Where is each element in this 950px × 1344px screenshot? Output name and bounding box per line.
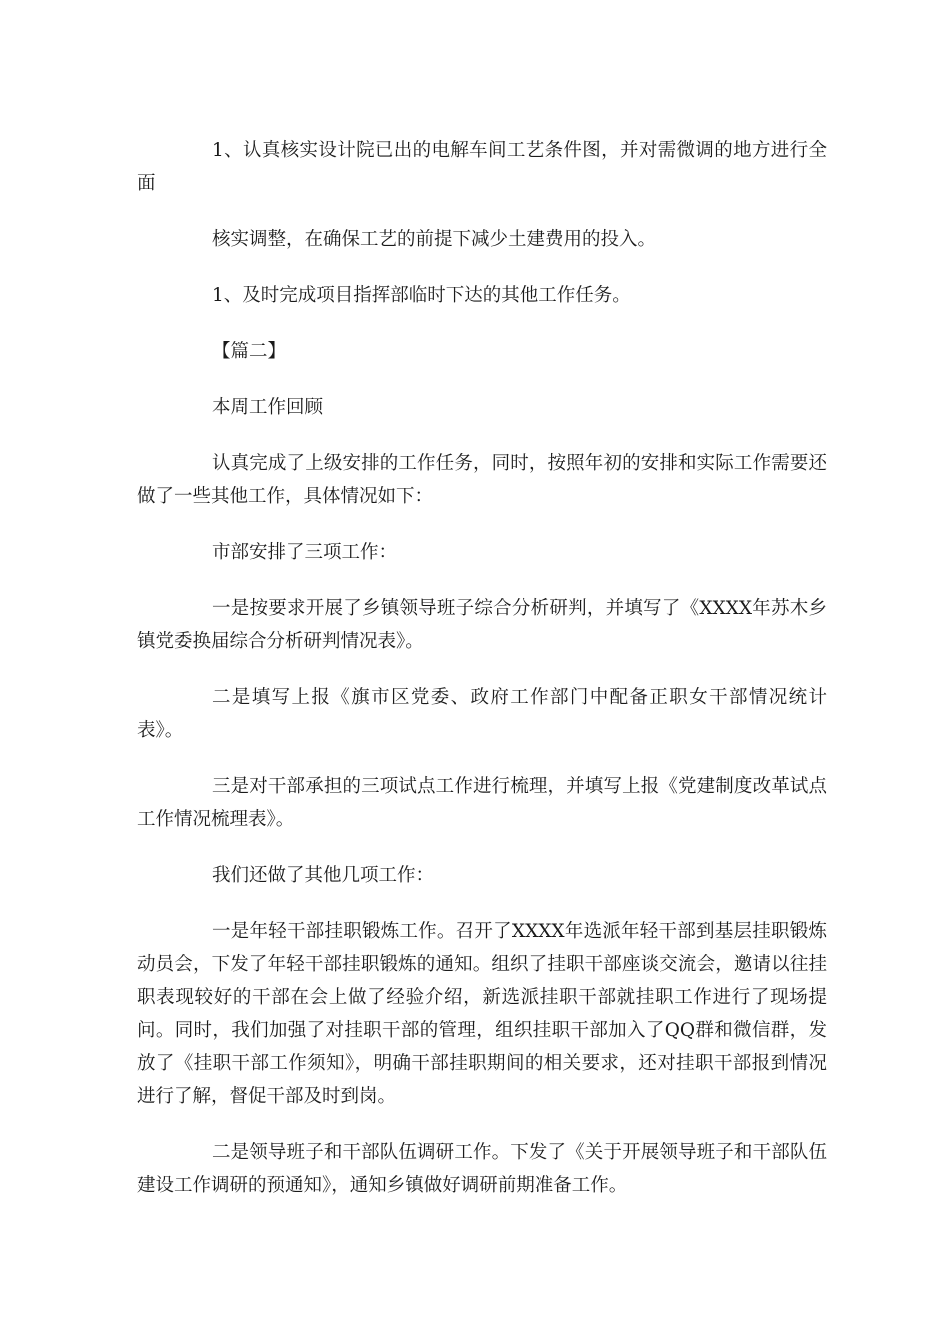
paragraph-3: 1、及时完成项目指挥部临时下达的其他工作任务。 [212,285,631,306]
paragraph-7: 市部安排了三项工作： [212,542,398,563]
paragraph-12: 一是年轻干部挂职锻炼工作。召开了XXXX年选派年轻干部到基层挂职锻炼动员会，下发了年轻干部挂职锻炼的通知。组织了挂职干部座谈交流会，邀请以往挂职表现较好的干部在会上做了经验介绍，新选派挂职干部就挂职工作进行了现场提问。同时，我们加强了对挂职干部的管理，组织挂职干部加入了QQ群和微信群，发放了《挂职干部工作须知》，明确干部挂职期间的相关要求，还对挂职干部报到情况进行了解，督促干部及时到岗。 [137,921,827,1107]
paragraph-6: 认真完成了上级安排的工作任务，同时，按照年初的安排和实际工作需要还做了一些其他工作，具体情况如下： [137,453,827,507]
paragraph-10: 三是对干部承担的三项试点工作进行梳理，并填写上报《党建制度改革试点工作情况梳理表》。 [137,776,827,830]
paragraph-9: 二是填写上报《旗市区党委、政府工作部门中配备正职女干部情况统计表》。 [137,687,827,741]
paragraph-13: 二是领导班子和干部队伍调研工作。下发了《关于开展领导班子和干部队伍建设工作调研的预通知》，通知乡镇做好调研前期准备工作。 [137,1142,827,1196]
paragraph-8: 一是按要求开展了乡镇领导班子综合分析研判，并填写了《XXXX年苏木乡镇党委换届综合分析研判情况表》。 [137,598,827,652]
paragraph-1: 1、认真核实设计院已出的电解车间工艺条件图，并对需微调的地方进行全面 [137,140,827,194]
paragraph-11: 我们还做了其他几项工作： [212,865,435,886]
document-page [137,134,827,1225]
paragraph-2: 核实调整，在确保工艺的前提下减少土建费用的投入。 [212,229,657,250]
subsection-heading: 本周工作回顾 [212,397,324,418]
section-heading: 【篇二】 [212,341,287,362]
